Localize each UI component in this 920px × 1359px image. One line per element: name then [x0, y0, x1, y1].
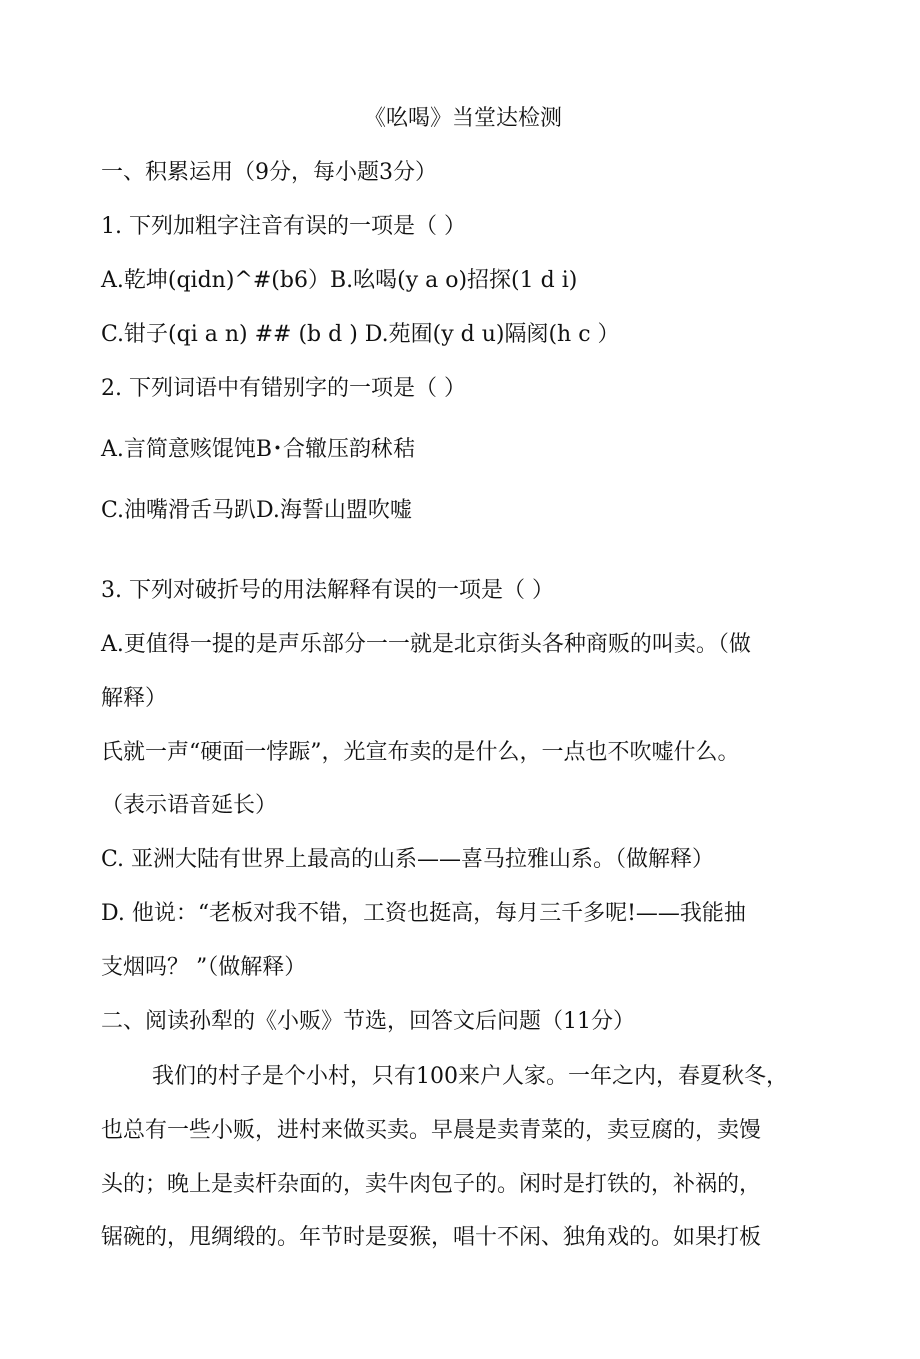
- passage-line: 锯碗的，甩绸缎的。年节时是耍猴，唱十不闲、独角戏的。如果打板: [101, 1225, 762, 1250]
- q1-options-line1: A.乾坤(qidn)^#(b6）B.吆喝(y a o)招探(1 d i): [101, 268, 578, 293]
- q2-options-line2: C.油嘴滑舌马趴D.海誓山盟吹嘘: [101, 498, 412, 523]
- section2-heading: 二、阅读孙犁的《小贩》节选，回答文后问题（11分）: [101, 1009, 635, 1034]
- q2-options-line1: A.言简意赅馄饨B･合辙压韵秫秸: [101, 437, 416, 462]
- section1-heading: 一、积累运用（9分，每小题3分）: [101, 160, 437, 185]
- q1-stem: 1. 下列加粗字注音有误的一项是（ ）: [101, 214, 466, 239]
- q3-option-d-line1: D. 他说：“老板对我不错，工资也挺高，每月三千多呢!——我能抽: [101, 901, 746, 926]
- passage-line: 头的；晚上是卖杆杂面的，卖牛肉包子的。闲时是打铁的，补祸的，: [101, 1172, 762, 1197]
- passage-line: 我们的村子是个小村，只有100来户人家。一年之内，春夏秋冬，: [152, 1064, 788, 1089]
- q3-option-b-line2: （表示语音延长）: [101, 793, 278, 818]
- passage-line: 也总有一些小贩，进村来做买卖。早晨是卖青菜的，卖豆腐的，卖馒: [101, 1118, 762, 1143]
- q3-option-a-line1: A.更值得一提的是声乐部分一一就是北京街头各种商贩的叫卖。（做: [101, 632, 751, 657]
- q3-option-d-line2: 支烟吗？ ”（做解释）: [101, 955, 307, 980]
- q1-options-line2: C.钳子(qi a n) ## (b d ) D.苑囿(y d u)隔阂(h c ）: [101, 322, 620, 347]
- q3-option-b-line1: 氏就一声“硬面一悖䟴”，光宣布卖的是什么，一点也不吹嘘什么。: [101, 740, 740, 765]
- q2-stem: 2. 下列词语中有错别字的一项是（ ）: [101, 376, 466, 401]
- q3-option-c: C. 亚洲大陆有世界上最高的山系——喜马拉雅山系。（做解释）: [101, 847, 715, 872]
- q3-stem: 3. 下列对破折号的用法解释有误的一项是（ ）: [101, 578, 554, 603]
- document-title: 《吆喝》当堂达检测: [363, 106, 562, 131]
- q3-option-a-line2: 解释）: [101, 686, 168, 711]
